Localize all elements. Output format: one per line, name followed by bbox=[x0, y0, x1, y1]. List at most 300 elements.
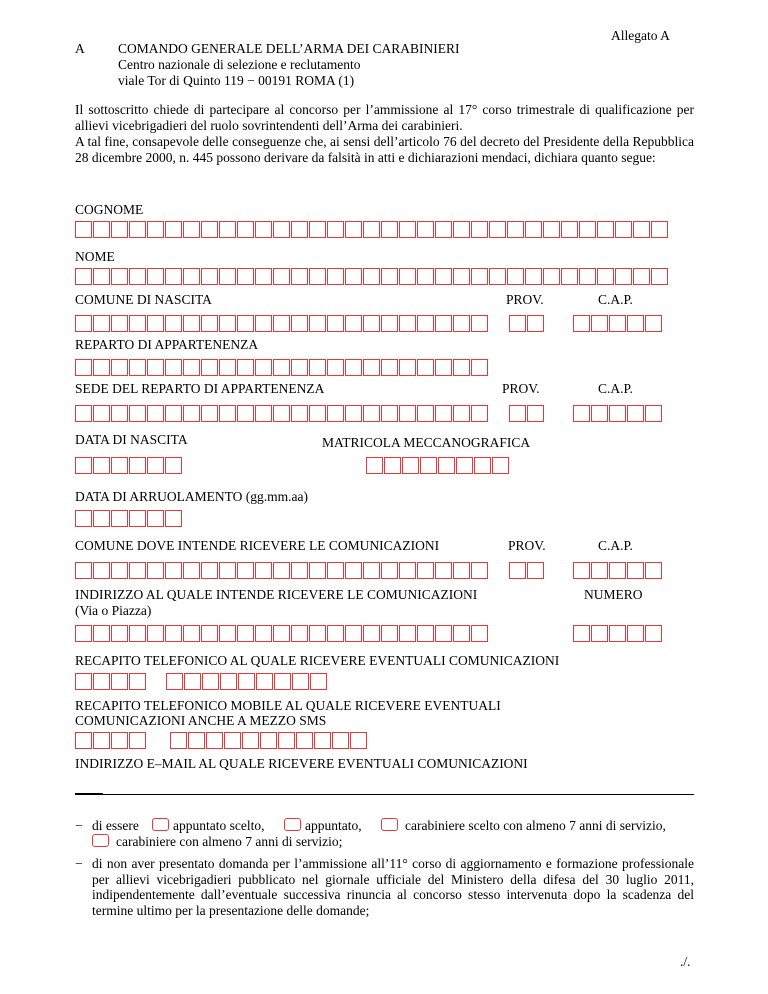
char-box[interactable] bbox=[237, 562, 254, 579]
char-box[interactable] bbox=[420, 457, 437, 474]
char-box[interactable] bbox=[273, 625, 290, 642]
char-box[interactable] bbox=[129, 315, 146, 332]
char-box[interactable] bbox=[165, 359, 182, 376]
char-box[interactable] bbox=[453, 268, 470, 285]
char-box[interactable] bbox=[561, 268, 578, 285]
input-reparto[interactable] bbox=[75, 359, 488, 376]
input-data-nascita[interactable] bbox=[75, 457, 182, 474]
char-box[interactable] bbox=[363, 359, 380, 376]
char-box[interactable] bbox=[291, 359, 308, 376]
char-box[interactable] bbox=[345, 625, 362, 642]
char-box[interactable] bbox=[345, 315, 362, 332]
char-box[interactable] bbox=[579, 221, 596, 238]
char-box[interactable] bbox=[75, 359, 92, 376]
char-box[interactable] bbox=[327, 359, 344, 376]
char-box[interactable] bbox=[147, 625, 164, 642]
char-box[interactable] bbox=[219, 315, 236, 332]
char-box[interactable] bbox=[573, 315, 590, 332]
label-indirizzo: INDIRIZZO AL QUALE INTENDE RICEVERE LE COMUNICAZIONI bbox=[75, 587, 478, 602]
char-box[interactable] bbox=[291, 315, 308, 332]
label-prov-comunicazioni: PROV. bbox=[508, 538, 546, 553]
char-box[interactable] bbox=[399, 359, 416, 376]
char-box[interactable] bbox=[93, 405, 110, 422]
char-box[interactable] bbox=[525, 221, 542, 238]
label-cap-sede: C.A.P. bbox=[598, 381, 633, 396]
char-box[interactable] bbox=[627, 562, 644, 579]
char-box[interactable] bbox=[237, 268, 254, 285]
char-box[interactable] bbox=[219, 221, 236, 238]
char-box[interactable] bbox=[627, 625, 644, 642]
char-box[interactable] bbox=[645, 315, 662, 332]
char-box[interactable] bbox=[381, 221, 398, 238]
char-box[interactable] bbox=[274, 673, 291, 690]
allegato-label: Allegato A bbox=[611, 28, 670, 43]
char-box[interactable] bbox=[165, 625, 182, 642]
char-box[interactable] bbox=[471, 268, 488, 285]
char-box[interactable] bbox=[93, 359, 110, 376]
char-box[interactable] bbox=[93, 625, 110, 642]
input-comune-nascita[interactable] bbox=[75, 315, 488, 332]
char-box[interactable] bbox=[381, 405, 398, 422]
char-box[interactable] bbox=[111, 221, 128, 238]
char-box[interactable] bbox=[111, 457, 128, 474]
char-box[interactable] bbox=[345, 268, 362, 285]
char-box[interactable] bbox=[417, 405, 434, 422]
char-box[interactable] bbox=[75, 268, 92, 285]
char-box[interactable] bbox=[633, 268, 650, 285]
char-box[interactable] bbox=[471, 221, 488, 238]
char-box[interactable] bbox=[183, 315, 200, 332]
char-box[interactable] bbox=[615, 221, 632, 238]
char-box[interactable] bbox=[363, 562, 380, 579]
char-box[interactable] bbox=[111, 405, 128, 422]
char-box[interactable] bbox=[453, 625, 470, 642]
char-box[interactable] bbox=[291, 625, 308, 642]
d1-prefix: di essere bbox=[92, 818, 139, 833]
char-box[interactable] bbox=[93, 457, 110, 474]
char-box[interactable] bbox=[219, 405, 236, 422]
char-box[interactable] bbox=[471, 562, 488, 579]
char-box[interactable] bbox=[527, 562, 544, 579]
char-box[interactable] bbox=[363, 268, 380, 285]
char-box[interactable] bbox=[435, 268, 452, 285]
char-box[interactable] bbox=[260, 732, 277, 749]
char-box[interactable] bbox=[165, 562, 182, 579]
char-box[interactable] bbox=[184, 673, 201, 690]
char-box[interactable] bbox=[291, 221, 308, 238]
char-box[interactable] bbox=[93, 315, 110, 332]
char-box[interactable] bbox=[332, 732, 349, 749]
char-box[interactable] bbox=[471, 359, 488, 376]
char-box[interactable] bbox=[597, 268, 614, 285]
char-box[interactable] bbox=[165, 221, 182, 238]
char-box[interactable] bbox=[609, 315, 626, 332]
char-box[interactable] bbox=[363, 405, 380, 422]
input-indirizzo[interactable] bbox=[75, 625, 488, 642]
char-box[interactable] bbox=[183, 562, 200, 579]
char-box[interactable] bbox=[111, 268, 128, 285]
char-box[interactable] bbox=[255, 625, 272, 642]
char-box[interactable] bbox=[474, 457, 491, 474]
char-box[interactable] bbox=[435, 405, 452, 422]
dash-2: − bbox=[75, 856, 83, 871]
char-box[interactable] bbox=[591, 405, 608, 422]
char-box[interactable] bbox=[201, 221, 218, 238]
label-comune-comunicazioni: COMUNE DOVE INTENDE RICEVERE LE COMUNICAZIONI bbox=[75, 538, 440, 553]
char-box[interactable] bbox=[471, 625, 488, 642]
char-box[interactable] bbox=[309, 562, 326, 579]
char-box[interactable] bbox=[309, 221, 326, 238]
char-box[interactable] bbox=[255, 562, 272, 579]
char-box[interactable] bbox=[527, 315, 544, 332]
char-box[interactable] bbox=[543, 221, 560, 238]
char-box[interactable] bbox=[525, 268, 542, 285]
char-box[interactable] bbox=[147, 221, 164, 238]
input-telefono-prefisso[interactable] bbox=[75, 673, 146, 690]
char-box[interactable] bbox=[381, 315, 398, 332]
char-box[interactable] bbox=[327, 268, 344, 285]
char-box[interactable] bbox=[417, 268, 434, 285]
char-box[interactable] bbox=[399, 562, 416, 579]
char-box[interactable] bbox=[309, 625, 326, 642]
char-box[interactable] bbox=[327, 221, 344, 238]
char-box[interactable] bbox=[165, 268, 182, 285]
char-box[interactable] bbox=[471, 315, 488, 332]
recipient-address: viale Tor di Quinto 119 − 00191 ROMA (1) bbox=[118, 73, 355, 88]
char-box[interactable] bbox=[507, 268, 524, 285]
char-box[interactable] bbox=[492, 457, 509, 474]
char-box[interactable] bbox=[363, 221, 380, 238]
char-box[interactable] bbox=[129, 359, 146, 376]
char-box[interactable] bbox=[129, 732, 146, 749]
input-sede-reparto[interactable] bbox=[75, 405, 488, 422]
char-box[interactable] bbox=[489, 268, 506, 285]
char-box[interactable] bbox=[327, 405, 344, 422]
char-box[interactable] bbox=[327, 562, 344, 579]
char-box[interactable] bbox=[471, 405, 488, 422]
char-box[interactable] bbox=[291, 562, 308, 579]
char-box[interactable] bbox=[75, 405, 92, 422]
char-box[interactable] bbox=[381, 562, 398, 579]
label-email: INDIRIZZO E–MAIL AL QUALE RICEVERE EVENTUALI COMUNICAZIONI bbox=[75, 756, 528, 771]
input-matricola[interactable] bbox=[366, 457, 509, 474]
char-box[interactable] bbox=[327, 315, 344, 332]
char-box[interactable] bbox=[183, 405, 200, 422]
char-box[interactable] bbox=[314, 732, 331, 749]
char-box[interactable] bbox=[206, 732, 223, 749]
char-box[interactable] bbox=[435, 625, 452, 642]
recipient-name: COMANDO GENERALE DELL’ARMA DEI CARABINIERI bbox=[118, 41, 460, 56]
char-box[interactable] bbox=[417, 625, 434, 642]
char-box[interactable] bbox=[75, 562, 92, 579]
label-cognome: COGNOME bbox=[75, 202, 144, 217]
char-box[interactable] bbox=[111, 315, 128, 332]
input-cognome[interactable] bbox=[75, 221, 668, 238]
char-box[interactable] bbox=[417, 221, 434, 238]
input-data-arruolamento[interactable] bbox=[75, 510, 182, 527]
char-box[interactable] bbox=[417, 315, 434, 332]
char-box[interactable] bbox=[147, 405, 164, 422]
char-box[interactable] bbox=[573, 405, 590, 422]
char-box[interactable] bbox=[166, 673, 183, 690]
char-box[interactable] bbox=[242, 732, 259, 749]
input-nome[interactable] bbox=[75, 268, 668, 285]
char-box[interactable] bbox=[111, 732, 128, 749]
input-cap-comunicazioni[interactable] bbox=[573, 562, 662, 579]
char-box[interactable] bbox=[609, 562, 626, 579]
input-cap-sede[interactable] bbox=[573, 405, 662, 422]
char-box[interactable] bbox=[183, 268, 200, 285]
char-box[interactable] bbox=[591, 562, 608, 579]
input-prov-nascita[interactable] bbox=[509, 315, 544, 332]
char-box[interactable] bbox=[591, 625, 608, 642]
char-box[interactable] bbox=[255, 268, 272, 285]
char-box[interactable] bbox=[147, 359, 164, 376]
checkbox-carabiniere[interactable] bbox=[92, 834, 109, 847]
char-box[interactable] bbox=[527, 405, 544, 422]
char-box[interactable] bbox=[147, 315, 164, 332]
char-box[interactable] bbox=[111, 510, 128, 527]
char-box[interactable] bbox=[573, 562, 590, 579]
char-box[interactable] bbox=[129, 625, 146, 642]
char-box[interactable] bbox=[273, 359, 290, 376]
char-box[interactable] bbox=[219, 268, 236, 285]
char-box[interactable] bbox=[366, 457, 383, 474]
recipient-center: Centro nazionale di selezione e reclutamento bbox=[118, 57, 361, 72]
char-box[interactable] bbox=[201, 405, 218, 422]
char-box[interactable] bbox=[310, 673, 327, 690]
char-box[interactable] bbox=[255, 359, 272, 376]
char-box[interactable] bbox=[255, 315, 272, 332]
char-box[interactable] bbox=[296, 732, 313, 749]
char-box[interactable] bbox=[183, 625, 200, 642]
char-box[interactable] bbox=[165, 510, 182, 527]
char-box[interactable] bbox=[579, 268, 596, 285]
char-box[interactable] bbox=[129, 268, 146, 285]
char-box[interactable] bbox=[255, 405, 272, 422]
char-box[interactable] bbox=[237, 625, 254, 642]
char-box[interactable] bbox=[220, 673, 237, 690]
char-box[interactable] bbox=[219, 359, 236, 376]
char-box[interactable] bbox=[165, 405, 182, 422]
char-box[interactable] bbox=[561, 221, 578, 238]
char-box[interactable] bbox=[273, 268, 290, 285]
char-box[interactable] bbox=[75, 221, 92, 238]
char-box[interactable] bbox=[438, 457, 455, 474]
char-box[interactable] bbox=[309, 405, 326, 422]
char-box[interactable] bbox=[645, 562, 662, 579]
char-box[interactable] bbox=[75, 673, 92, 690]
char-box[interactable] bbox=[273, 562, 290, 579]
char-box[interactable] bbox=[509, 562, 526, 579]
char-box[interactable] bbox=[345, 405, 362, 422]
char-box[interactable] bbox=[256, 673, 273, 690]
char-box[interactable] bbox=[201, 562, 218, 579]
char-box[interactable] bbox=[453, 359, 470, 376]
char-box[interactable] bbox=[453, 562, 470, 579]
input-cap-nascita[interactable] bbox=[573, 315, 662, 332]
char-box[interactable] bbox=[399, 268, 416, 285]
char-box[interactable] bbox=[453, 221, 470, 238]
char-box[interactable] bbox=[93, 732, 110, 749]
char-box[interactable] bbox=[453, 315, 470, 332]
input-prov-comunicazioni[interactable] bbox=[509, 562, 544, 579]
char-box[interactable] bbox=[93, 510, 110, 527]
char-box[interactable] bbox=[615, 268, 632, 285]
char-box[interactable] bbox=[363, 625, 380, 642]
char-box[interactable] bbox=[129, 221, 146, 238]
char-box[interactable] bbox=[381, 268, 398, 285]
char-box[interactable] bbox=[345, 359, 362, 376]
char-box[interactable] bbox=[75, 315, 92, 332]
char-box[interactable] bbox=[384, 457, 401, 474]
char-box[interactable] bbox=[201, 359, 218, 376]
char-box[interactable] bbox=[273, 315, 290, 332]
input-numero[interactable] bbox=[573, 625, 662, 642]
input-mobile-prefisso[interactable] bbox=[75, 732, 146, 749]
char-box[interactable] bbox=[363, 315, 380, 332]
char-box[interactable] bbox=[147, 457, 164, 474]
char-box[interactable] bbox=[399, 405, 416, 422]
char-box[interactable] bbox=[147, 562, 164, 579]
char-box[interactable] bbox=[645, 625, 662, 642]
char-box[interactable] bbox=[381, 625, 398, 642]
char-box[interactable] bbox=[219, 562, 236, 579]
char-box[interactable] bbox=[183, 359, 200, 376]
char-box[interactable] bbox=[202, 673, 219, 690]
char-box[interactable] bbox=[489, 221, 506, 238]
char-box[interactable] bbox=[591, 315, 608, 332]
char-box[interactable] bbox=[597, 221, 614, 238]
char-box[interactable] bbox=[291, 268, 308, 285]
char-box[interactable] bbox=[435, 359, 452, 376]
char-box[interactable] bbox=[129, 457, 146, 474]
intro-paragraph-1: Il sottoscritto chiede di partecipare al concorso per l’ammissione al 17° corso trimestrale di qualificazione per allievi vicebrigadieri del ruolo sovrintendenti dell’Arma dei carabinieri. bbox=[75, 102, 694, 133]
checkbox-appuntato-scelto[interactable] bbox=[152, 818, 169, 831]
char-box[interactable] bbox=[111, 673, 128, 690]
char-box[interactable] bbox=[273, 405, 290, 422]
char-box[interactable] bbox=[129, 405, 146, 422]
char-box[interactable] bbox=[435, 562, 452, 579]
char-box[interactable] bbox=[93, 268, 110, 285]
label-data-arruolamento: DATA DI ARRUOLAMENTO (gg.mm.aa) bbox=[75, 489, 309, 504]
label-reparto: REPARTO DI APPARTENENZA bbox=[75, 337, 259, 352]
char-box[interactable] bbox=[183, 221, 200, 238]
char-box[interactable] bbox=[201, 315, 218, 332]
char-box[interactable] bbox=[237, 359, 254, 376]
char-box[interactable] bbox=[399, 315, 416, 332]
char-box[interactable] bbox=[224, 732, 241, 749]
char-box[interactable] bbox=[129, 510, 146, 527]
char-box[interactable] bbox=[327, 625, 344, 642]
char-box[interactable] bbox=[75, 510, 92, 527]
char-box[interactable] bbox=[291, 405, 308, 422]
char-box[interactable] bbox=[417, 562, 434, 579]
char-box[interactable] bbox=[453, 405, 470, 422]
input-email-line[interactable] bbox=[75, 794, 694, 795]
char-box[interactable] bbox=[456, 457, 473, 474]
char-box[interactable] bbox=[309, 268, 326, 285]
char-box[interactable] bbox=[75, 625, 92, 642]
char-box[interactable] bbox=[309, 315, 326, 332]
checkbox-appuntato[interactable] bbox=[284, 818, 301, 831]
char-box[interactable] bbox=[278, 732, 295, 749]
char-box[interactable] bbox=[651, 221, 668, 238]
char-box[interactable] bbox=[237, 405, 254, 422]
char-box[interactable] bbox=[633, 221, 650, 238]
char-box[interactable] bbox=[402, 457, 419, 474]
char-box[interactable] bbox=[75, 457, 92, 474]
char-box[interactable] bbox=[165, 315, 182, 332]
char-box[interactable] bbox=[609, 405, 626, 422]
char-box[interactable] bbox=[627, 405, 644, 422]
char-box[interactable] bbox=[188, 732, 205, 749]
label-indirizzo-sub: (Via o Piazza) bbox=[75, 603, 152, 618]
char-box[interactable] bbox=[399, 625, 416, 642]
char-box[interactable] bbox=[201, 268, 218, 285]
char-box[interactable] bbox=[93, 221, 110, 238]
char-box[interactable] bbox=[111, 562, 128, 579]
char-box[interactable] bbox=[417, 359, 434, 376]
char-box[interactable] bbox=[75, 732, 92, 749]
char-box[interactable] bbox=[201, 625, 218, 642]
char-box[interactable] bbox=[219, 625, 236, 642]
char-box[interactable] bbox=[435, 221, 452, 238]
char-box[interactable] bbox=[165, 457, 182, 474]
char-box[interactable] bbox=[129, 562, 146, 579]
label-prov-sede: PROV. bbox=[502, 381, 540, 396]
input-prov-sede[interactable] bbox=[509, 405, 544, 422]
char-box[interactable] bbox=[350, 732, 367, 749]
char-box[interactable] bbox=[399, 221, 416, 238]
input-telefono-numero[interactable] bbox=[166, 673, 327, 690]
char-box[interactable] bbox=[627, 315, 644, 332]
char-box[interactable] bbox=[381, 359, 398, 376]
char-box[interactable] bbox=[573, 625, 590, 642]
char-box[interactable] bbox=[651, 268, 668, 285]
char-box[interactable] bbox=[509, 315, 526, 332]
char-box[interactable] bbox=[147, 268, 164, 285]
char-box[interactable] bbox=[345, 562, 362, 579]
char-box[interactable] bbox=[237, 315, 254, 332]
char-box[interactable] bbox=[147, 510, 164, 527]
char-box[interactable] bbox=[645, 405, 662, 422]
char-box[interactable] bbox=[238, 673, 255, 690]
char-box[interactable] bbox=[111, 359, 128, 376]
char-box[interactable] bbox=[237, 221, 254, 238]
char-box[interactable] bbox=[309, 359, 326, 376]
char-box[interactable] bbox=[543, 268, 560, 285]
char-box[interactable] bbox=[292, 673, 309, 690]
char-box[interactable] bbox=[93, 562, 110, 579]
char-box[interactable] bbox=[255, 221, 272, 238]
char-box[interactable] bbox=[435, 315, 452, 332]
char-box[interactable] bbox=[273, 221, 290, 238]
char-box[interactable] bbox=[170, 732, 187, 749]
checkbox-carabiniere-scelto[interactable] bbox=[381, 818, 398, 831]
char-box[interactable] bbox=[509, 405, 526, 422]
char-box[interactable] bbox=[93, 673, 110, 690]
char-box[interactable] bbox=[111, 625, 128, 642]
char-box[interactable] bbox=[129, 673, 146, 690]
input-mobile-numero[interactable] bbox=[170, 732, 367, 749]
char-box[interactable] bbox=[345, 221, 362, 238]
input-comune-comunicazioni[interactable] bbox=[75, 562, 488, 579]
char-box[interactable] bbox=[609, 625, 626, 642]
char-box[interactable] bbox=[507, 221, 524, 238]
label-carabiniere: carabiniere con almeno 7 anni di servizio; bbox=[116, 834, 343, 849]
label-sede-reparto: SEDE DEL REPARTO DI APPARTENENZA bbox=[75, 381, 325, 396]
